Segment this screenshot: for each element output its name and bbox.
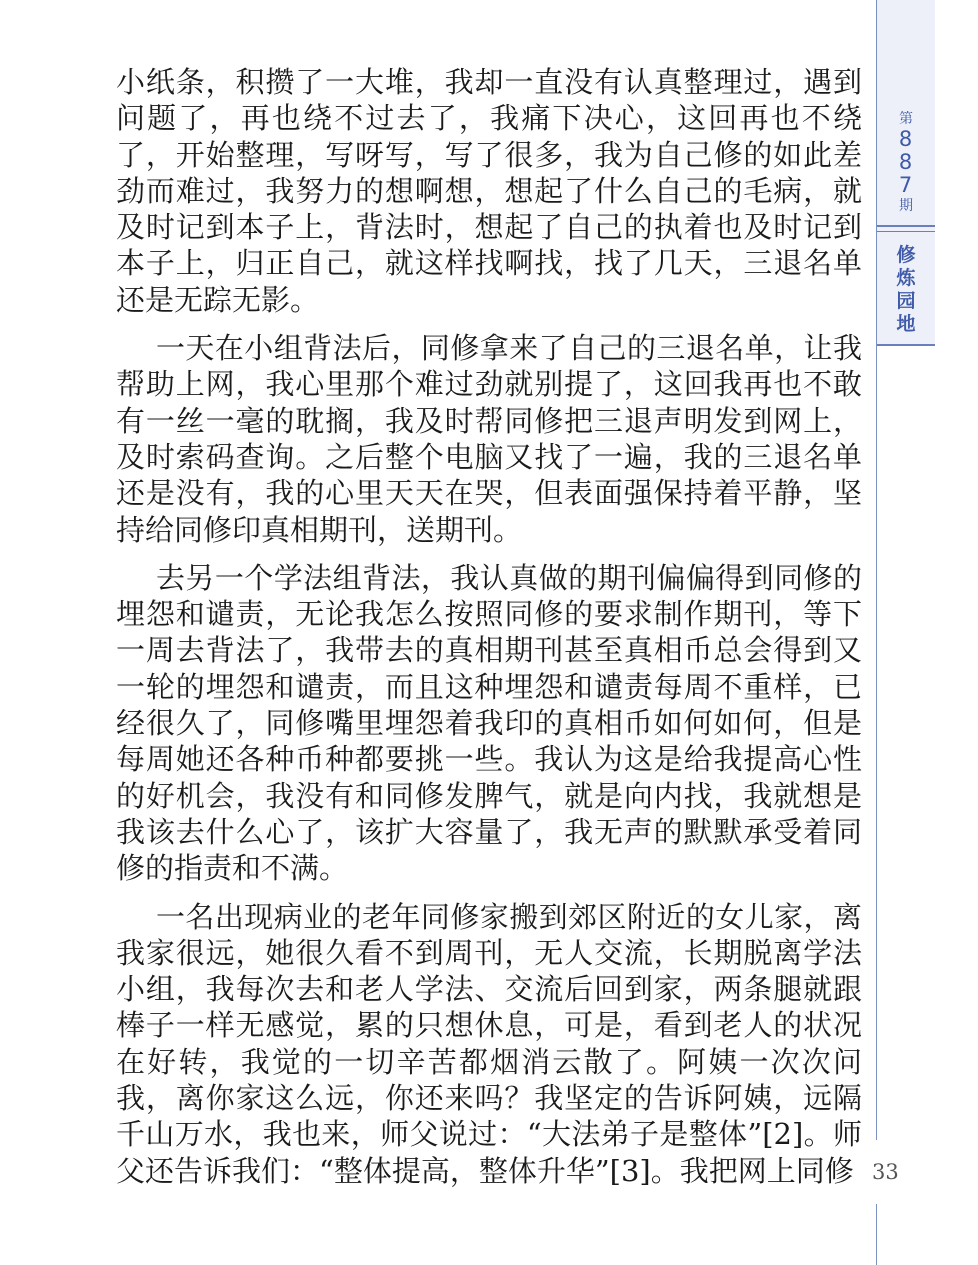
- paragraph-2: 一天在小组背法后，同修拿来了自己的三退名单，让我帮助上网，我心里那个难过劲就别提了，这回我再也不敢有一丝一毫的耽搁，我及时帮同修把三退声明发到网上，及时索码查询。之后整个电脑又找了一遍，我的三退名单还是没有，我的心里天天在哭，但表面强保持着平静，坚持给同修印真相期刊，送期刊。: [116, 331, 862, 547]
- paragraph-4: 一名出现病业的老年同修家搬到郊区附近的女儿家，离我家很远，她很久看不到周刊，无人交流，长期脱离学法小组，我每次去和老人学法、交流后回到家，两条腿就跟棒子一样无感觉，累的只想休息，可是，看到老人的状况在好转，我觉的一切辛苦都烟消云散了。阿姨一次次问我，离你家这么远，你还来吗？我坚定的告诉阿姨，远隔千山万水，我也来，师父说过：“大法弟子是整体”[2]。师父还告诉我们：“整体提高，整体升华”[3]。我把网上同修: [116, 899, 862, 1188]
- page-number: 33: [872, 1160, 899, 1184]
- issue-digit: 7: [898, 172, 914, 197]
- column-title-char: 炼: [896, 267, 916, 289]
- column-title-char: 修: [896, 244, 916, 266]
- sidebar-divider-bottom: [877, 344, 935, 346]
- column-title-char: 园: [896, 290, 916, 312]
- sidebar-divider-top: [877, 225, 935, 227]
- issue-suffix: 期: [899, 197, 913, 214]
- paragraph-3: 去另一个学法组背法，我认真做的期刊偏偏得到同修的埋怨和谴责，无论我怎么按照同修的要求制作期刊，等下一周去背法了，我带去的真相期刊甚至真相币总会得到又一轮的埋怨和谴责，而且这种埋怨和谴责每周不重样，已经很久了，同修嘴里埋怨着我印的真相币如何如何，但是每周她还各种币种都要挑一些。我认为这是给我提高心性的好机会，我没有和同修发脾气，就是向内找，我就想是我该去什么心了，该扩大容量了，我无声的默默承受着同修的指责和不满。: [116, 560, 862, 886]
- sidebar-rule-bottom: [876, 1204, 877, 1265]
- issue-prefix: 第: [899, 110, 913, 127]
- column-title-char: 地: [896, 313, 916, 335]
- issue-digit: 8: [898, 149, 914, 174]
- column-title: [877, 244, 935, 336]
- article-body: [116, 64, 862, 1201]
- sidebar-divider-thin: [877, 231, 935, 232]
- paragraph-1: 小纸条，积攒了一大堆，我却一直没有认真整理过，遇到问题了，再也绕不过去了，我痛下决心，这回再也不绕了，开始整理，写呀写，写了很多，我为自己修的如此差劲而难过，我努力的想啊想，想起了什么自己的毛病，就及时记到本子上，背法时，想起了自己的执着也及时记到本子上，归正自己，就这样找啊找，找了几天，三退名单还是无踪无影。: [116, 65, 862, 317]
- issue-number: [877, 96, 935, 228]
- issue-digit: 8: [898, 126, 914, 151]
